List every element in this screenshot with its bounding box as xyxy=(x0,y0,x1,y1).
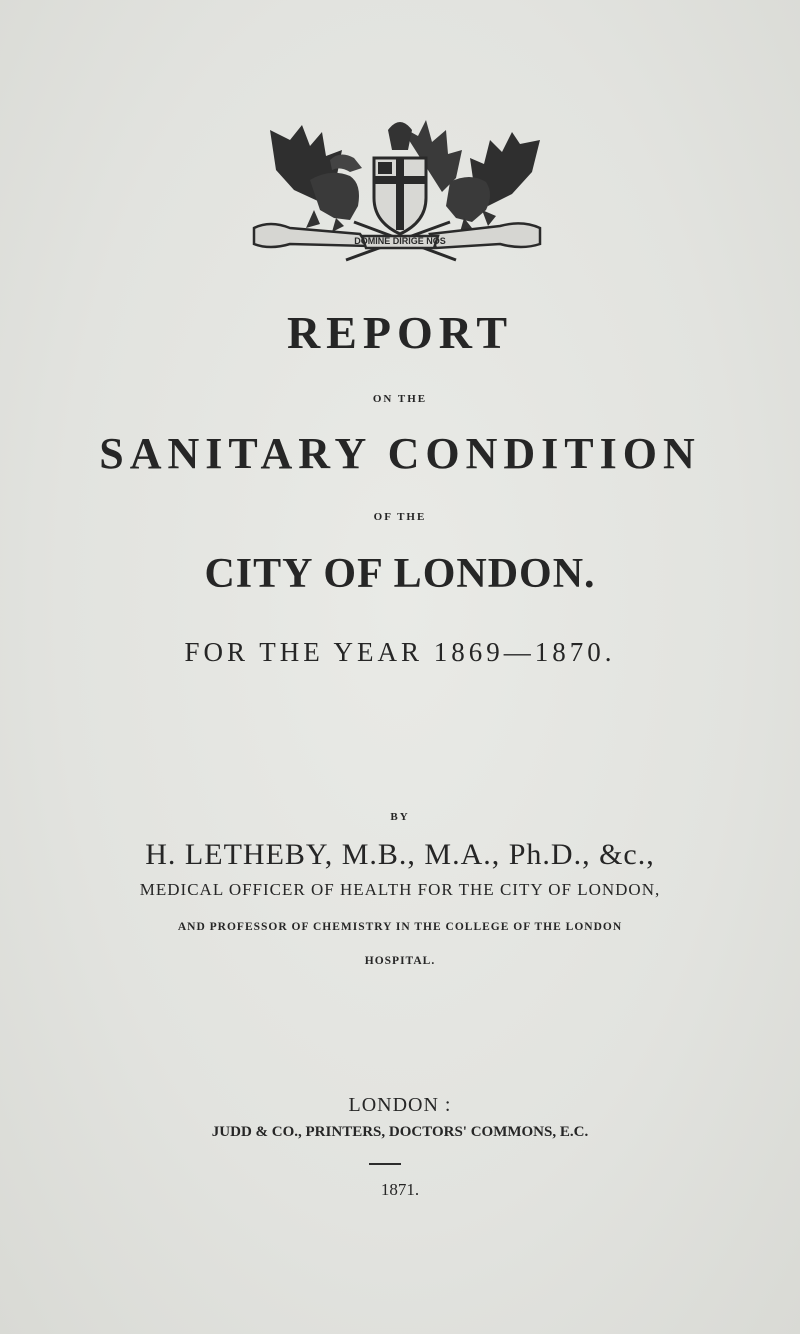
imprint-year: 1871. xyxy=(380,1180,420,1199)
office-line: MEDICAL OFFICER OF HEALTH FOR THE CITY OF LONDON, xyxy=(139,880,661,899)
by-label: BY xyxy=(390,811,410,823)
on-the-label: ON THE xyxy=(372,393,428,405)
professorship-line-1: AND PROFESSOR OF CHEMISTRY IN THE COLLEGE OF THE LONDON xyxy=(177,921,623,933)
subject-heading: SANITARY CONDITION xyxy=(99,429,701,478)
place-heading: CITY OF LONDON. xyxy=(204,551,596,597)
report-title: REPORT xyxy=(286,307,514,358)
professorship-line-2: HOSPITAL. xyxy=(364,955,436,967)
crest-motto: DOMINE DIRIGE NOS xyxy=(354,236,446,246)
imprint-divider xyxy=(369,1163,401,1165)
author-line: H. LETHEBY, M.B., M.A., Ph.D., &c., xyxy=(145,838,655,871)
of-the-label: OF THE xyxy=(373,511,427,523)
imprint-printers: JUDD & CO., PRINTERS, DOCTORS' COMMONS, E.C. xyxy=(211,1124,589,1140)
imprint-city: LONDON : xyxy=(348,1094,452,1116)
period-line: FOR THE YEAR 1869—1870. xyxy=(184,637,616,667)
city-of-london-coat-of-arms-icon xyxy=(250,110,550,270)
